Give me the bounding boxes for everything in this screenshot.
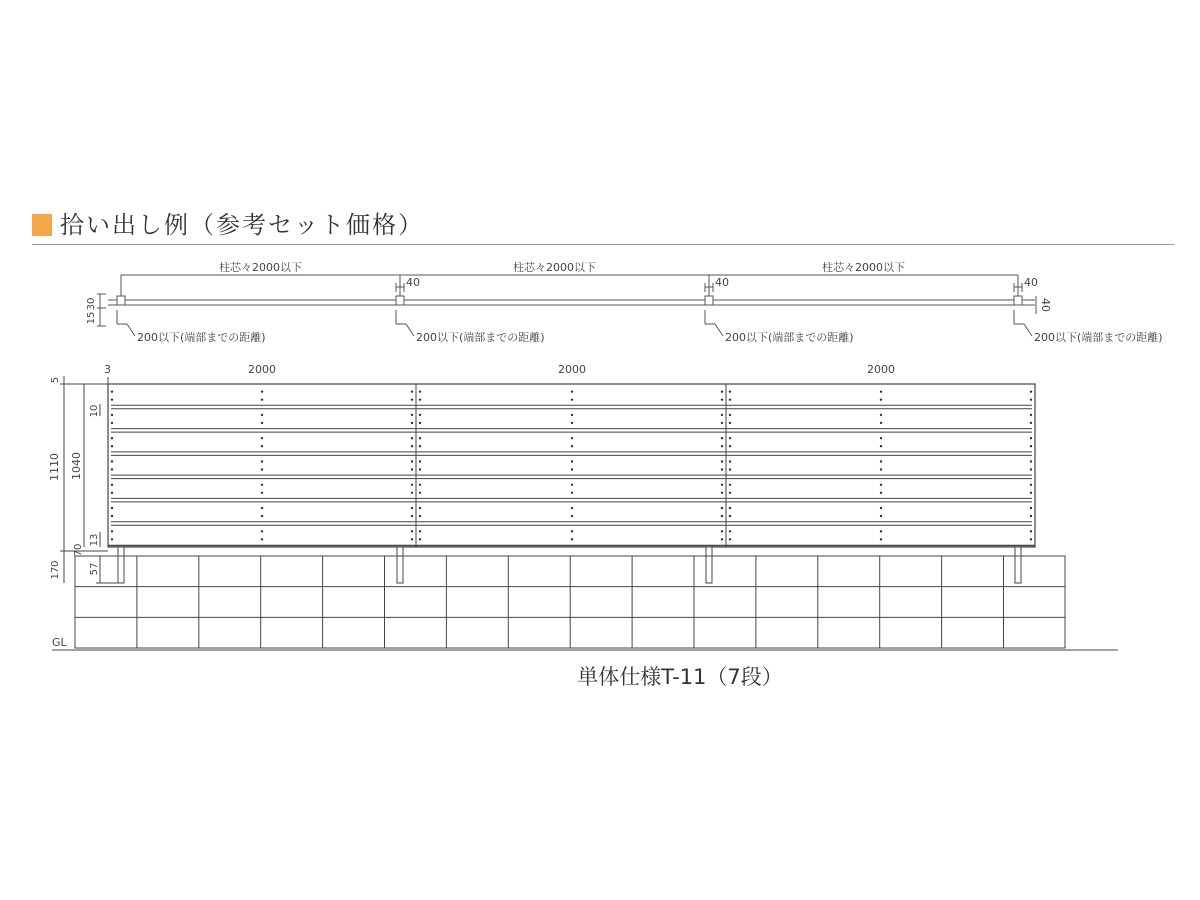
elev-screw-dot	[111, 414, 113, 416]
elev-dim-170: 170	[50, 560, 61, 580]
elev-screw-dot	[721, 437, 723, 439]
elev-screw-dot	[880, 530, 882, 532]
elev-label-3: 3	[104, 363, 111, 376]
plan-leader-line	[127, 324, 135, 336]
plan-end-distance-label: 200以下(端部までの距離)	[137, 331, 266, 344]
elev-screw-dot	[1030, 414, 1032, 416]
elev-screw-dot	[880, 414, 882, 416]
elev-screw-dot	[411, 460, 413, 462]
elev-screw-dot	[1030, 484, 1032, 486]
elev-screw-dot	[411, 390, 413, 392]
elev-screw-dot	[880, 484, 882, 486]
elev-screw-dot	[721, 445, 723, 447]
plan-post	[705, 296, 713, 305]
elev-screw-dot	[111, 398, 113, 400]
elev-screw-dot	[419, 414, 421, 416]
elev-screw-dot	[729, 492, 731, 494]
elev-screw-dot	[880, 507, 882, 509]
elev-screw-dot	[571, 445, 573, 447]
elev-screw-dot	[261, 538, 263, 540]
elev-screw-dot	[261, 422, 263, 424]
elev-screw-dot	[1030, 390, 1032, 392]
plan-left-dim-15: 15	[86, 311, 97, 325]
elev-screw-dot	[1030, 468, 1032, 470]
elev-screw-dot	[721, 468, 723, 470]
elev-screw-dot	[411, 507, 413, 509]
elev-screw-dot	[880, 492, 882, 494]
elev-screw-dot	[411, 398, 413, 400]
section-title: 拾い出し例（参考セット価格）	[60, 211, 424, 239]
elev-screw-dot	[721, 484, 723, 486]
elev-screw-dot	[721, 414, 723, 416]
elev-screw-dot	[1030, 398, 1032, 400]
elev-dim-57: 57	[89, 562, 100, 576]
elev-screw-dot	[411, 492, 413, 494]
elev-screw-dot	[729, 538, 731, 540]
elev-screw-dot	[419, 422, 421, 424]
elev-screw-dot	[880, 398, 882, 400]
elev-screw-dot	[729, 484, 731, 486]
plan-left-dim-30: 30	[86, 297, 97, 311]
elev-screw-dot	[411, 422, 413, 424]
elev-screw-dot	[880, 460, 882, 462]
elev-screw-dot	[1030, 507, 1032, 509]
elev-screw-dot	[571, 422, 573, 424]
elev-screw-dot	[721, 530, 723, 532]
elev-screw-dot	[729, 515, 731, 517]
elev-screw-dot	[261, 398, 263, 400]
plan-leader-line	[406, 324, 414, 336]
elev-screw-dot	[729, 507, 731, 509]
elev-screw-dot	[419, 398, 421, 400]
elev-screw-dot	[729, 530, 731, 532]
elev-screw-dot	[261, 468, 263, 470]
elev-screw-dot	[261, 484, 263, 486]
elev-screw-dot	[571, 398, 573, 400]
elev-screw-dot	[729, 422, 731, 424]
elev-screw-dot	[419, 460, 421, 462]
plan-end-distance-label: 200以下(端部までの距離)	[416, 331, 545, 344]
plan-post	[1014, 296, 1022, 305]
elev-screw-dot	[1030, 492, 1032, 494]
elev-screw-dot	[1030, 460, 1032, 462]
elev-screw-dot	[111, 538, 113, 540]
elev-screw-dot	[571, 468, 573, 470]
elev-screw-dot	[880, 515, 882, 517]
elev-screw-dot	[721, 538, 723, 540]
elev-screw-dot	[261, 390, 263, 392]
elev-screw-dot	[880, 538, 882, 540]
plan-right-dim-label: 40	[1039, 298, 1052, 312]
elev-screw-dot	[111, 460, 113, 462]
plan-post-width-label: 40	[406, 276, 420, 289]
elev-screw-dot	[111, 468, 113, 470]
elev-screw-dot	[419, 538, 421, 540]
elev-dim-1110: 1110	[48, 453, 61, 481]
elev-screw-dot	[411, 530, 413, 532]
elev-screw-dot	[880, 445, 882, 447]
plan-end-distance-label: 200以下(端部までの距離)	[1034, 331, 1163, 344]
plan-pitch-label: 柱芯々2000以下	[513, 261, 596, 274]
elev-screw-dot	[729, 390, 731, 392]
elev-screw-dot	[419, 484, 421, 486]
elev-screw-dot	[880, 422, 882, 424]
elev-screw-dot	[571, 492, 573, 494]
elev-screw-dot	[111, 507, 113, 509]
plan-post	[117, 296, 125, 305]
elev-gl-label: GL	[52, 636, 67, 649]
elev-screw-dot	[721, 398, 723, 400]
elev-screw-dot	[880, 437, 882, 439]
elev-screw-dot	[571, 530, 573, 532]
elev-screw-dot	[411, 538, 413, 540]
elev-screw-dot	[111, 422, 113, 424]
elev-screw-dot	[261, 460, 263, 462]
elev-screw-dot	[419, 445, 421, 447]
elev-screw-dot	[729, 437, 731, 439]
elev-post-embedded	[1015, 556, 1021, 583]
elev-screw-dot	[419, 492, 421, 494]
elevation-view	[48, 363, 1118, 650]
elev-screw-dot	[111, 515, 113, 517]
plan-post	[396, 296, 404, 305]
elev-label-2000: 2000	[558, 363, 586, 376]
elev-dim-1040: 1040	[70, 452, 83, 480]
plan-leader-line	[715, 324, 723, 336]
elev-screw-dot	[729, 414, 731, 416]
elev-screw-dot	[1030, 530, 1032, 532]
elev-screw-dot	[721, 515, 723, 517]
plan-pitch-label: 柱芯々2000以下	[219, 261, 302, 274]
elev-screw-dot	[419, 390, 421, 392]
elev-screw-dot	[111, 484, 113, 486]
elev-screw-dot	[729, 460, 731, 462]
elev-screw-dot	[419, 468, 421, 470]
elev-screw-dot	[721, 460, 723, 462]
elev-screw-dot	[571, 390, 573, 392]
elev-screw-dot	[261, 507, 263, 509]
elev-screw-dot	[571, 515, 573, 517]
elev-screw-dot	[261, 492, 263, 494]
caption: 単体仕様T-11（7段）	[577, 665, 783, 689]
elev-post-embedded	[706, 556, 712, 583]
elev-dim-10: 10	[89, 404, 100, 418]
elev-screw-dot	[1030, 515, 1032, 517]
elev-screw-dot	[721, 390, 723, 392]
elev-post-embedded	[397, 556, 403, 583]
elev-screw-dot	[261, 530, 263, 532]
elev-screw-dot	[411, 437, 413, 439]
elev-screw-dot	[1030, 538, 1032, 540]
plan-view	[86, 260, 1163, 344]
elev-screw-dot	[111, 492, 113, 494]
plan-leader-line	[1024, 324, 1032, 336]
elev-dim-13: 13	[89, 533, 100, 547]
elev-post-embedded	[118, 556, 124, 583]
elev-screw-dot	[571, 507, 573, 509]
elev-screw-dot	[419, 437, 421, 439]
elev-screw-dot	[419, 515, 421, 517]
plan-post-width-label: 40	[1024, 276, 1038, 289]
elev-label-2000: 2000	[248, 363, 276, 376]
elev-dim-70: 70	[73, 543, 84, 557]
elev-screw-dot	[1030, 445, 1032, 447]
elev-screw-dot	[729, 468, 731, 470]
elev-screw-dot	[571, 538, 573, 540]
elev-screw-dot	[411, 484, 413, 486]
elev-screw-dot	[729, 445, 731, 447]
plan-post-width-label: 40	[715, 276, 729, 289]
elev-screw-dot	[411, 414, 413, 416]
elev-screw-dot	[880, 390, 882, 392]
elev-screw-dot	[411, 515, 413, 517]
elev-screw-dot	[411, 468, 413, 470]
elev-screw-dot	[261, 437, 263, 439]
elev-dim-5: 5	[50, 376, 61, 384]
elev-screw-dot	[1030, 422, 1032, 424]
elev-screw-dot	[880, 468, 882, 470]
elev-screw-dot	[411, 445, 413, 447]
plan-pitch-label: 柱芯々2000以下	[822, 261, 905, 274]
elev-screw-dot	[571, 414, 573, 416]
elev-screw-dot	[1030, 437, 1032, 439]
elev-screw-dot	[111, 390, 113, 392]
plan-end-distance-label: 200以下(端部までの距離)	[725, 331, 854, 344]
elev-screw-dot	[111, 530, 113, 532]
elev-screw-dot	[729, 398, 731, 400]
elev-screw-dot	[419, 530, 421, 532]
elev-screw-dot	[571, 460, 573, 462]
elev-screw-dot	[571, 437, 573, 439]
elev-screw-dot	[571, 484, 573, 486]
elev-screw-dot	[721, 492, 723, 494]
elev-label-2000: 2000	[867, 363, 895, 376]
elev-screw-dot	[261, 414, 263, 416]
elev-screw-dot	[111, 445, 113, 447]
elev-screw-dot	[261, 515, 263, 517]
elev-screw-dot	[419, 507, 421, 509]
elev-screw-dot	[721, 422, 723, 424]
elev-screw-dot	[111, 437, 113, 439]
elev-screw-dot	[721, 507, 723, 509]
elev-screw-dot	[261, 445, 263, 447]
